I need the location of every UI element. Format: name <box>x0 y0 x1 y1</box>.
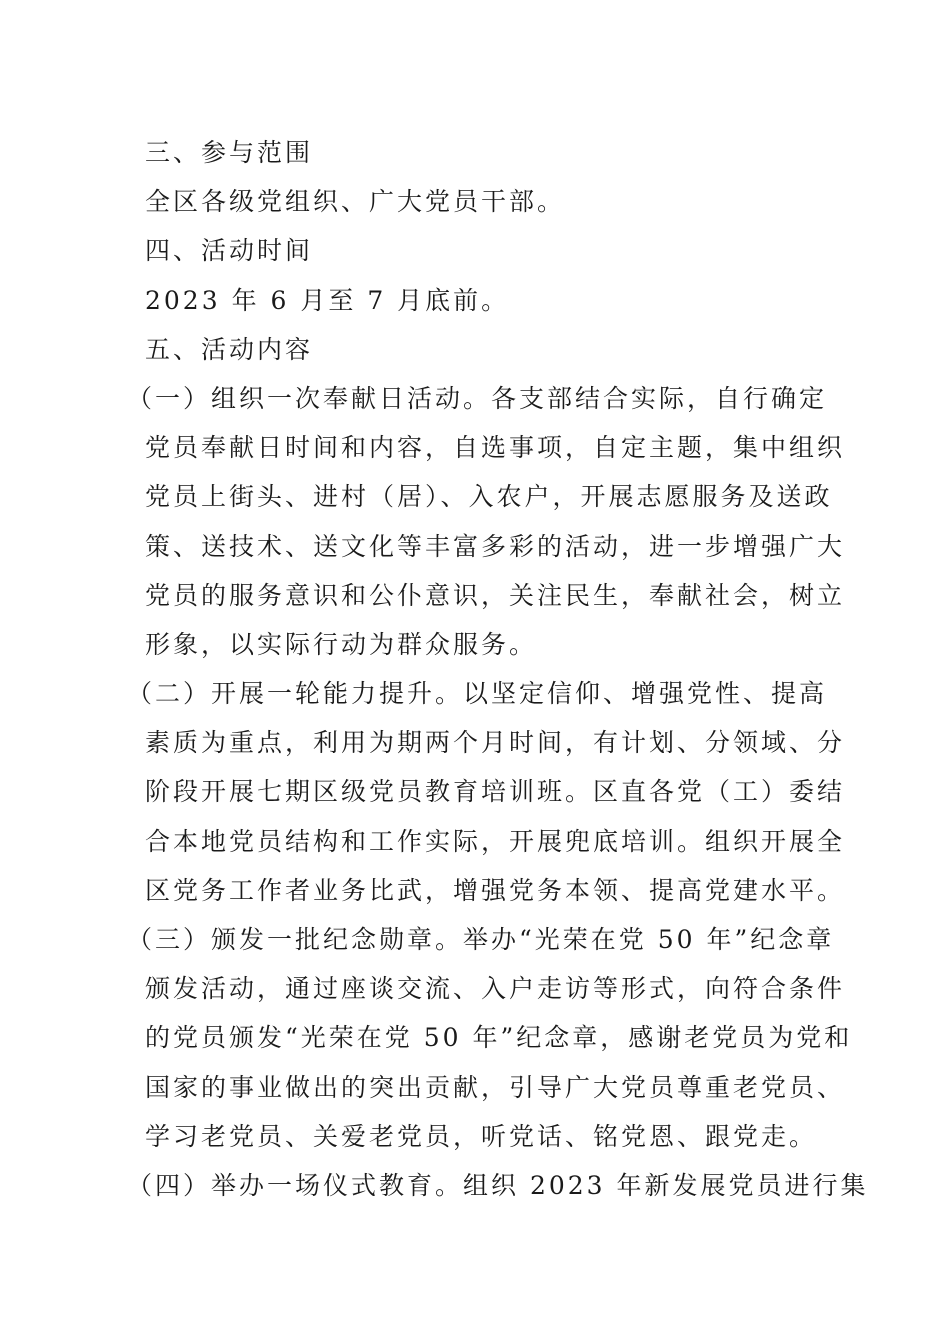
body-line: 素质为重点，利用为期两个月时间，有计划、分领域、分 <box>145 728 846 758</box>
body-line: 的党员颁发“光荣在党 50 年”纪念章，感谢老党员为党和 <box>145 1023 853 1053</box>
paragraph-4-start: （四）举办一场仪式教育。组织 2023 年新发展党员进行集 <box>127 1170 869 1200</box>
body-line: 学习老党员、关爱老党员，听党话、铭党恩、跟党走。 <box>145 1121 818 1151</box>
paragraph-1-start: （一）组织一次奉献日活动。各支部结合实际，自行确定 <box>127 383 828 413</box>
body-line: 党员上街头、进村（居）、入农户，开展志愿服务及送政 <box>145 482 833 512</box>
body-line: 策、送技术、送文化等丰富多彩的活动，进一步增强广大 <box>145 531 846 561</box>
paragraph-3-start: （三）颁发一批纪念勋章。举办“光荣在党 50 年”纪念章 <box>127 925 835 954</box>
section-heading-content: 五、活动内容 <box>145 334 314 364</box>
body-line: 2023 年 6 月至 7 月底前。 <box>145 285 510 315</box>
body-line: 合本地党员结构和工作实际，开展兜底培训。组织开展全 <box>145 826 846 856</box>
body-line: 党员的服务意识和公仆意识，关注民生，奉献社会，树立 <box>145 580 846 610</box>
body-line: 颁发活动，通过座谈交流、入户走访等形式，向符合条件 <box>145 974 846 1004</box>
section-heading-time: 四、活动时间 <box>145 236 314 266</box>
body-line: 形象，以实际行动为群众服务。 <box>145 629 538 659</box>
body-line: 阶段开展七期区级党员教育培训班。区直各党（工）委结 <box>145 777 846 807</box>
document-page <box>127 128 869 1210</box>
body-line: 全区各级党组织、广大党员干部。 <box>145 187 566 217</box>
body-line: 区党务工作者业务比武，增强党务本领、提高党建水平。 <box>145 875 846 905</box>
body-line: 国家的事业做出的突出贡献，引导广大党员尊重老党员、 <box>145 1072 846 1102</box>
paragraph-2-start: （二）开展一轮能力提升。以坚定信仰、增强党性、提高 <box>127 679 828 709</box>
body-line: 党员奉献日时间和内容，自选事项，自定主题，集中组织 <box>145 433 846 463</box>
section-heading-scope: 三、参与范围 <box>145 138 314 167</box>
